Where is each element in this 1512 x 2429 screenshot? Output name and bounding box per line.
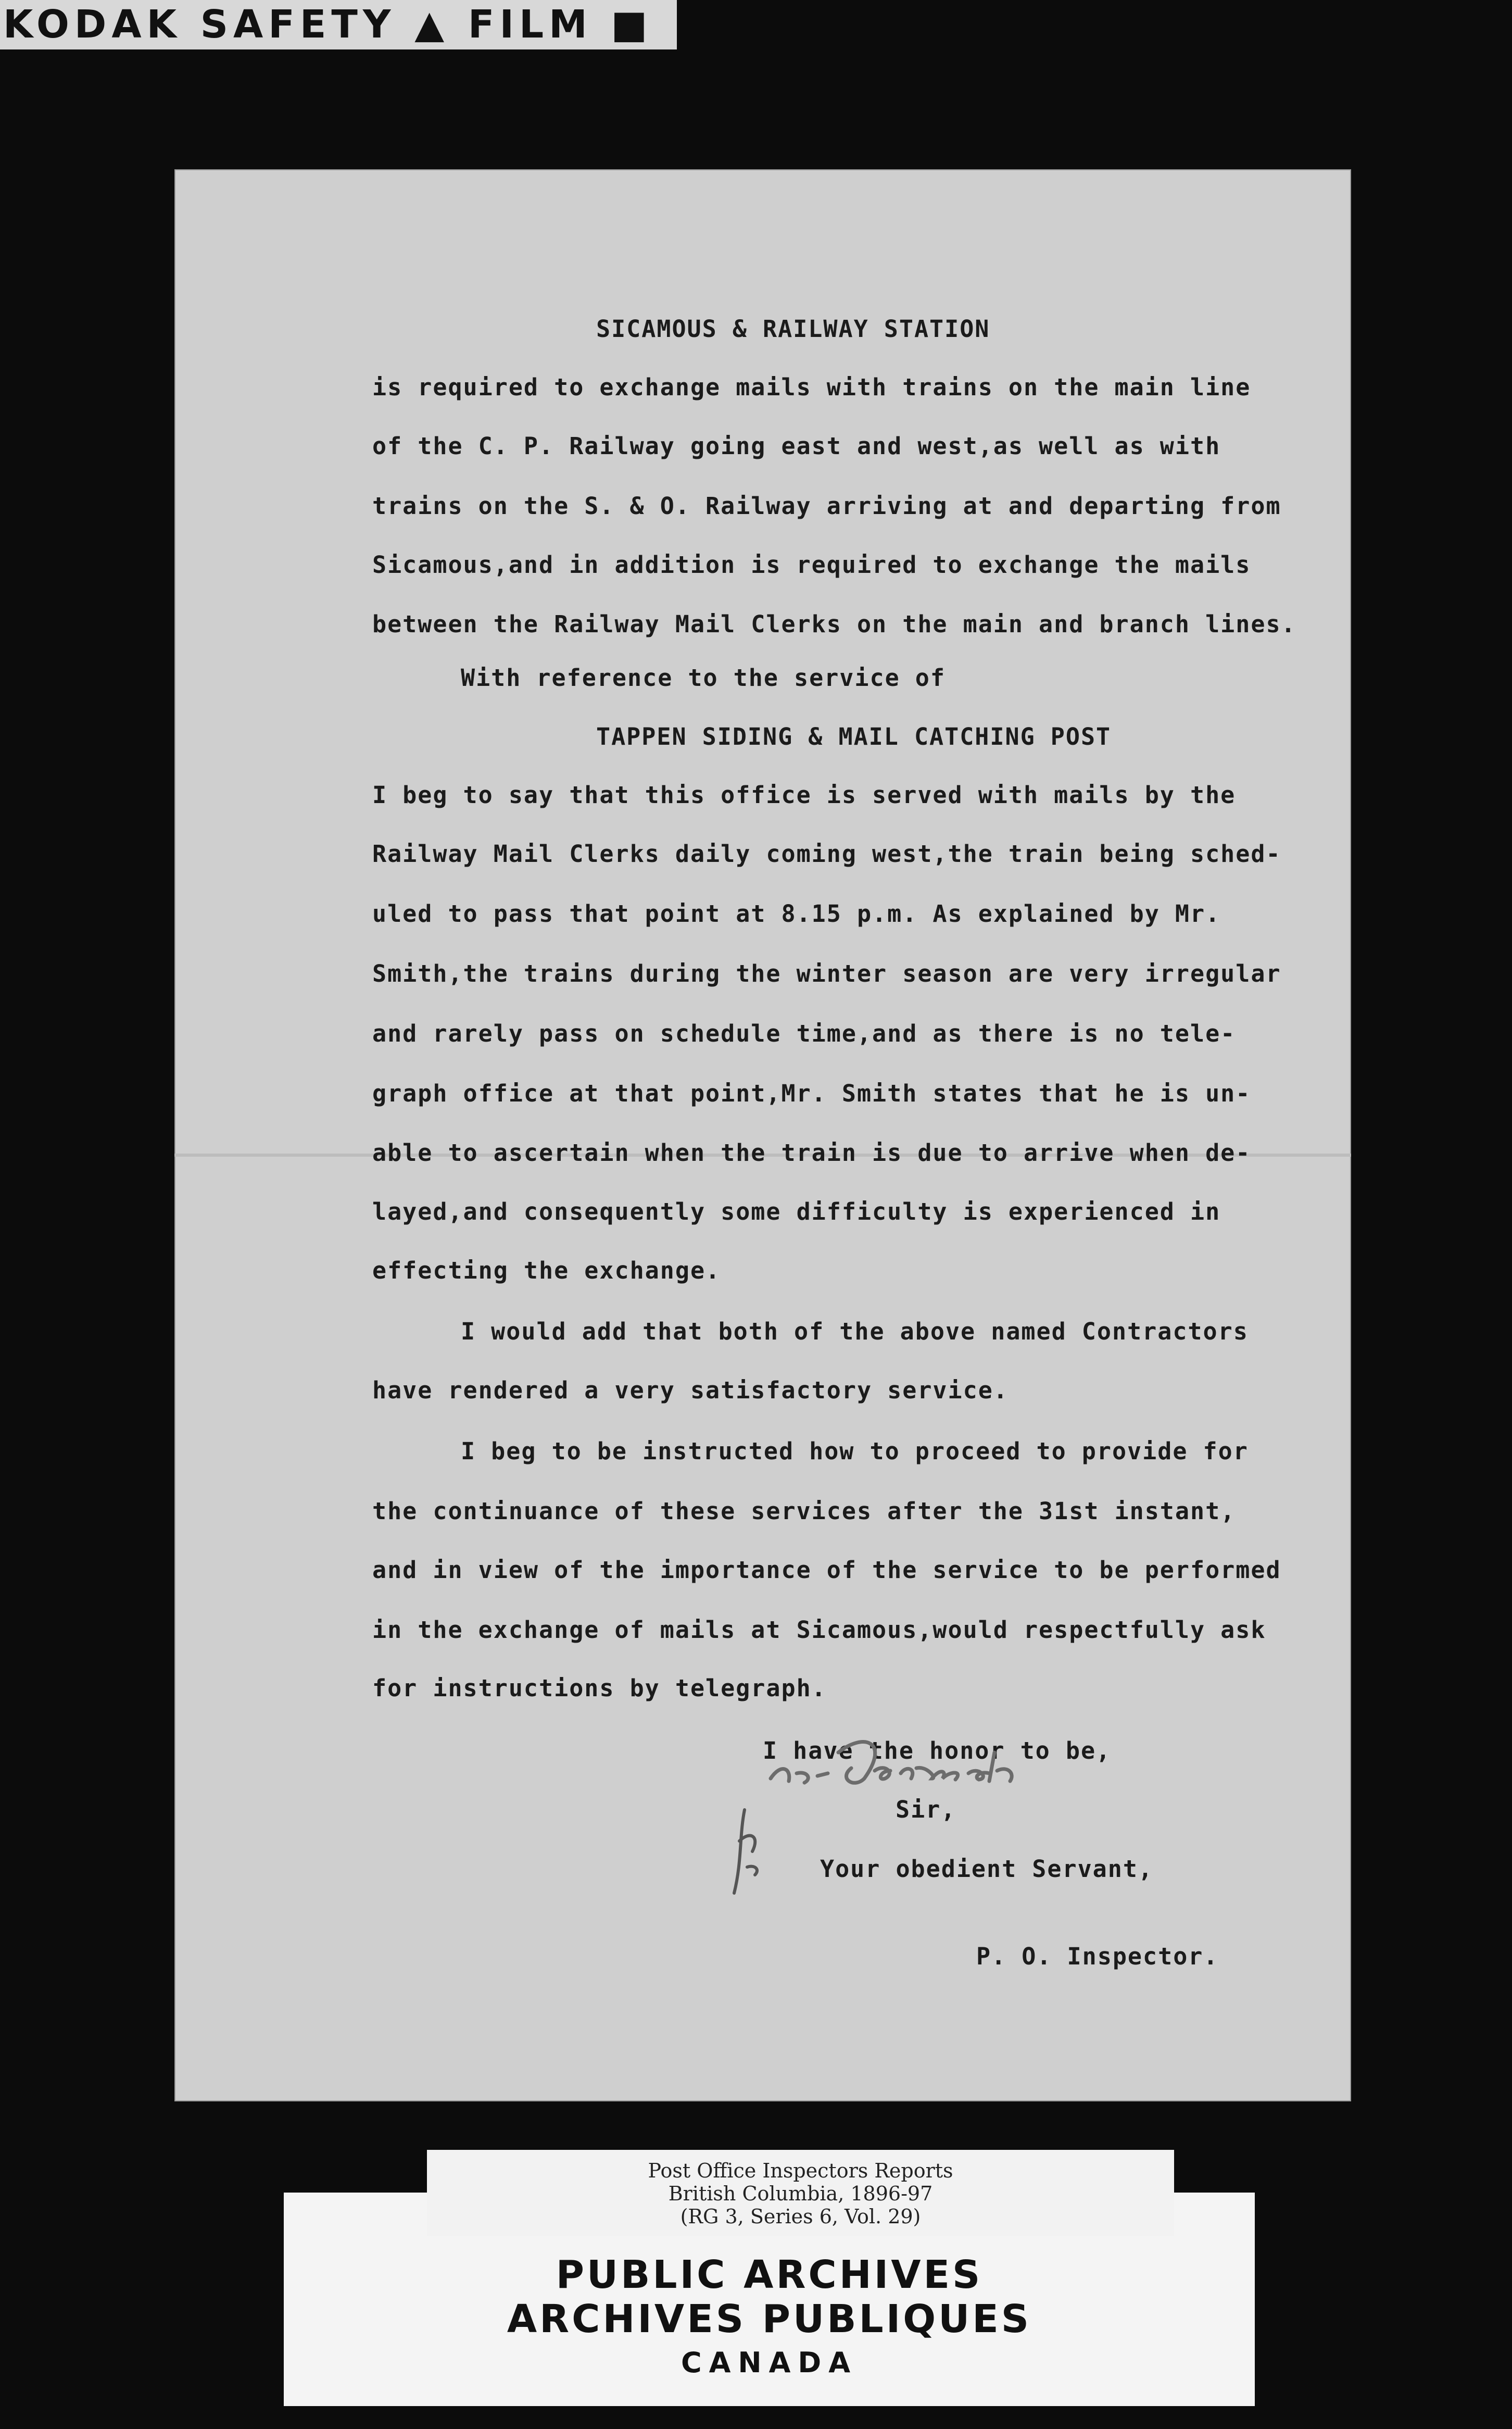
closing-title: P. O. Inspector. [976,1943,1219,1970]
collection-region: British Columbia, 1896-97 [668,2182,933,2205]
body-line: effecting the exchange. [372,1257,721,1284]
handwritten-initial [729,1805,771,1898]
closing-honor: I have the honor to be, [763,1737,1112,1764]
archives-english: PUBLIC ARCHIVES [556,2252,983,2297]
body-line: able to ascertain when the train is due to arrive when de- [372,1139,1251,1167]
archives-country: CANADA [681,2346,858,2379]
collection-reference: (RG 3, Series 6, Vol. 29) [680,2205,921,2228]
body-line: and rarely pass on schedule time,and as there is no tele- [372,1020,1236,1047]
body-line: in the exchange of mails at Sicamous,would respectfully ask [372,1616,1266,1644]
closing-servant: Your obedient Servant, [820,1855,1154,1883]
body-line: Sicamous,and in addition is required to exchange the mails [372,551,1251,579]
body-line: the continuance of these services after the 31st instant, [372,1497,1236,1525]
handwritten-signature [760,1721,1083,1794]
film-edge-text: KODAK SAFETY ▲ FILM ■ [3,2,653,47]
body-line: uled to pass that point at 8.15 p.m. As explained by Mr. [372,900,1221,928]
collection-title: Post Office Inspectors Reports [648,2159,953,2182]
body-line: I would add that both of the above named Contractors [461,1318,1249,1345]
body-line: for instructions by telegraph. [372,1674,827,1702]
heading-tappen: TAPPEN SIDING & MAIL CATCHING POST [596,723,1112,750]
body-line: With reference to the service of [461,664,946,692]
collection-label [427,2150,1174,2236]
body-line: have rendered a very satisfactory service. [372,1376,1009,1404]
archives-french: ARCHIVES PUBLIQUES [507,2297,1032,2342]
body-line: Smith,the trains during the winter season are very irregular [372,960,1281,987]
heading-sicamous: SICAMOUS & RAILWAY STATION [596,315,990,343]
body-line: graph office at that point,Mr. Smith states that he is un- [372,1080,1251,1107]
body-line: layed,and consequently some difficulty is experienced in [372,1198,1221,1225]
body-line: between the Railway Mail Clerks on the main and branch lines. [372,610,1296,638]
closing-salutation: Sir, [896,1796,956,1823]
body-line: and in view of the importance of the service to be performed [372,1556,1281,1584]
film-edge-marking [0,0,677,49]
body-line: Railway Mail Clerks daily coming west,the train being sched- [372,840,1281,868]
body-line: I beg to be instructed how to proceed to provide for [461,1437,1249,1465]
body-line: I beg to say that this office is served with mails by the [372,781,1236,809]
body-line: is required to exchange mails with trains on the main line [372,373,1251,401]
body-line: of the C. P. Railway going east and west,as well as with [372,432,1221,460]
body-line: trains on the S. & O. Railway arriving at and departing from [372,492,1281,520]
